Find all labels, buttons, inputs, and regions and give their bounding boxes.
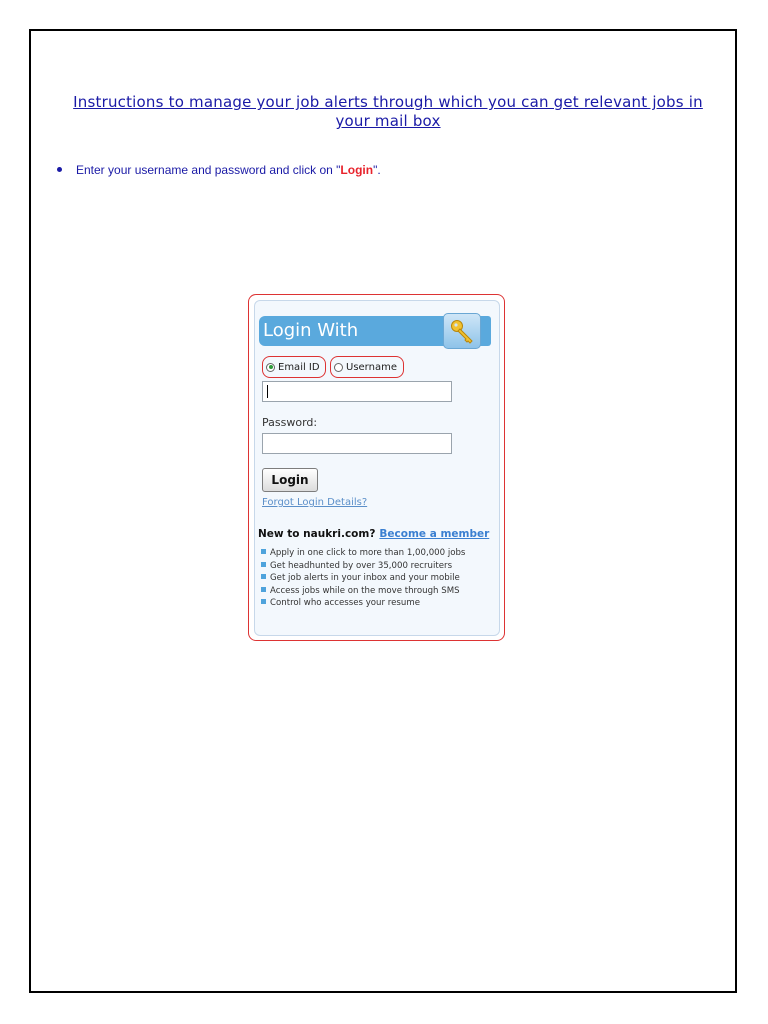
login-header-title: Login With xyxy=(263,320,359,341)
benefit-text: Get headhunted by over 35,000 recruiters xyxy=(270,560,453,571)
instruction-item xyxy=(57,163,381,177)
login-button[interactable]: Login xyxy=(262,468,318,492)
radio-checked-icon xyxy=(266,363,275,372)
list-item xyxy=(261,547,465,560)
square-bullet-icon xyxy=(261,574,266,579)
benefit-text: Control who accesses your resume xyxy=(270,598,420,608)
new-member-line xyxy=(258,528,489,540)
email-id-radio[interactable] xyxy=(262,356,326,378)
benefits-list xyxy=(261,547,465,610)
key-icon xyxy=(443,313,481,349)
list-item xyxy=(261,560,465,573)
email-id-radio-label: Email ID xyxy=(278,361,320,373)
instruction-text: Enter your username and password and click on xyxy=(76,163,337,177)
open-quote: " xyxy=(336,163,341,177)
new-to-naukri-text: New to naukri.com? xyxy=(258,528,376,540)
username-radio-label: Username xyxy=(346,361,397,373)
text-caret xyxy=(267,385,268,398)
square-bullet-icon xyxy=(261,587,266,592)
email-field[interactable] xyxy=(262,381,452,402)
password-label: Password: xyxy=(262,416,318,429)
square-bullet-icon xyxy=(261,562,266,567)
forgot-login-link[interactable]: Forgot Login Details? xyxy=(262,497,368,508)
login-highlight: Login xyxy=(340,163,374,177)
username-radio[interactable] xyxy=(330,356,404,378)
close-quote: ". xyxy=(373,163,381,177)
benefit-text: Apply in one click to more than 1,00,000 jobs xyxy=(270,548,466,558)
radio-unchecked-icon xyxy=(334,363,343,372)
benefit-text: Access jobs while on the move through SMS xyxy=(270,585,460,596)
document-title: Instructions to manage your job alerts through which you can get relevant jobs in your mail box xyxy=(73,93,703,130)
benefit-text: Get job alerts in your inbox and your mobile xyxy=(270,573,460,583)
become-member-link[interactable]: Become a member xyxy=(379,528,490,540)
list-item xyxy=(261,585,465,598)
password-field[interactable] xyxy=(262,433,452,454)
list-item xyxy=(261,572,465,585)
bullet-icon xyxy=(57,167,62,172)
square-bullet-icon xyxy=(261,599,266,604)
square-bullet-icon xyxy=(261,549,266,554)
list-item xyxy=(261,597,465,610)
